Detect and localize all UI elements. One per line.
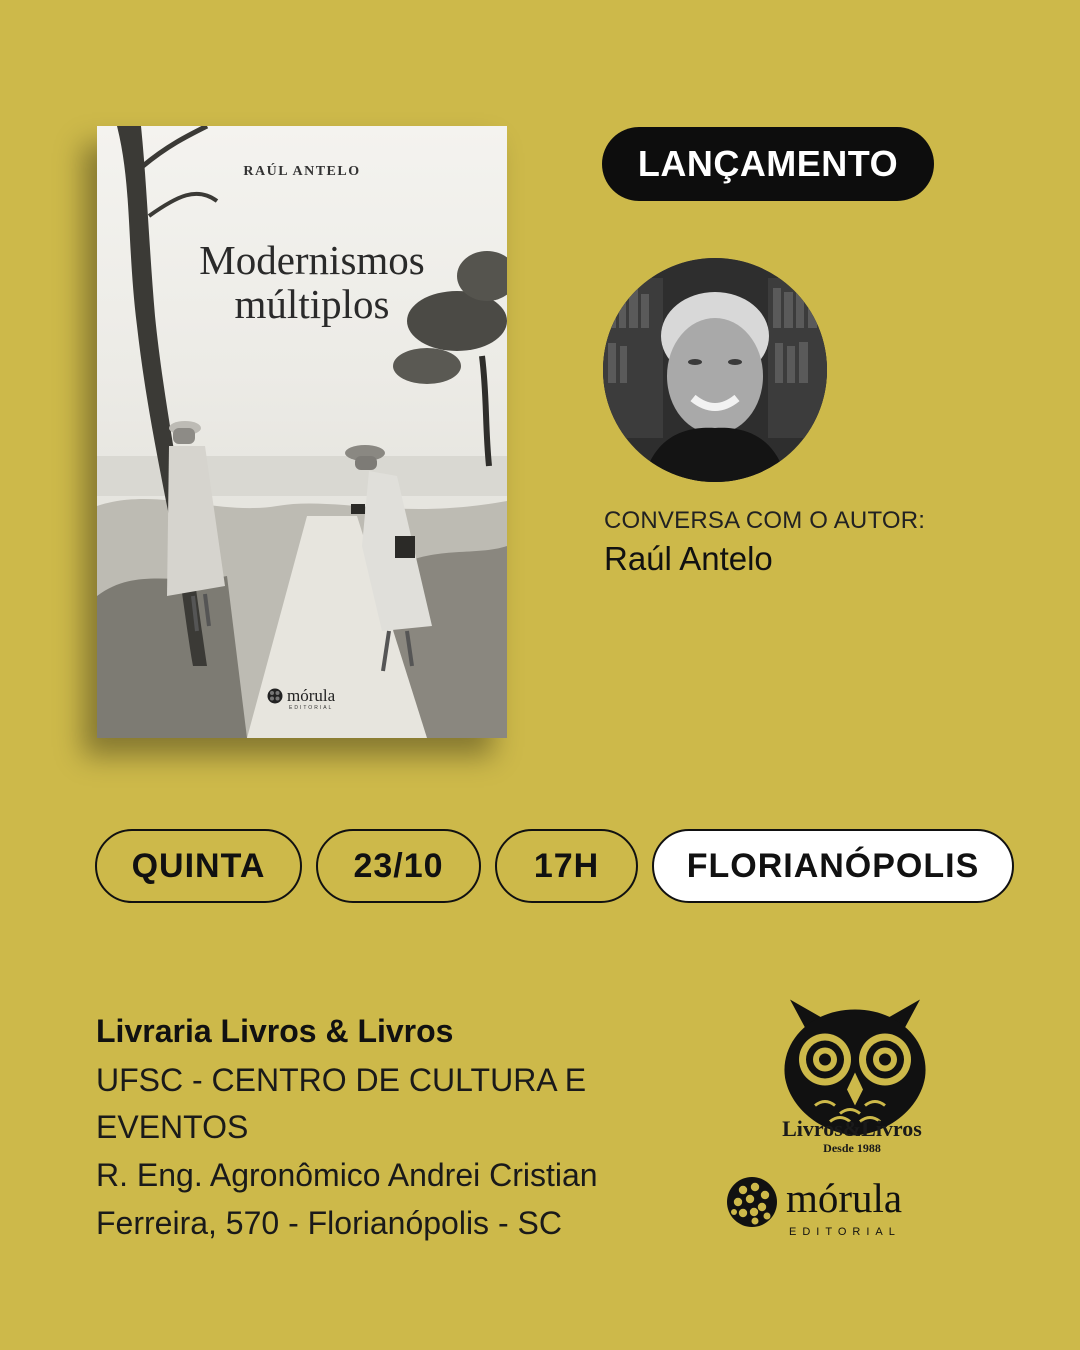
book-cover <box>97 126 507 738</box>
morula-logo-sub: EDITORIAL <box>789 1226 901 1238</box>
morula-logo-icon <box>726 1176 778 1228</box>
book-title-line-1: Modernismos <box>199 237 425 283</box>
event-day-pill: QUINTA <box>95 829 302 903</box>
venue-address-line-3: R. Eng. Agronômico Andrei Cristian <box>96 1157 598 1193</box>
morula-logo-name: mórula <box>786 1175 903 1221</box>
book-publisher-logo <box>267 686 367 716</box>
book-publisher-name: mórula <box>287 686 336 705</box>
book-title <box>117 238 507 326</box>
venue-address-line-1: UFSC - CENTRO DE CULTURA E <box>96 1062 587 1098</box>
bookstore-logo-name: Livros&Livros <box>782 1116 922 1141</box>
event-time-pill: 17H <box>495 829 638 903</box>
book-publisher-sub: EDITORIAL <box>289 705 334 711</box>
author-name: Raúl Antelo <box>604 540 773 577</box>
talk-label: CONVERSA COM O AUTOR: <box>604 507 926 534</box>
book-author: RAÚL ANTELO <box>243 164 361 179</box>
book-title-line-2: múltiplos <box>234 281 390 327</box>
venue-address-line-2: EVENTOS <box>96 1109 249 1145</box>
venue-name: Livraria Livros & Livros <box>96 1013 454 1049</box>
author-portrait-image <box>603 258 827 482</box>
author-photo <box>603 258 827 482</box>
morula-icon <box>267 688 283 704</box>
event-city-pill: FLORIANÓPOLIS <box>652 829 1014 903</box>
bookstore-logo-since: Desde 1988 <box>823 1141 881 1155</box>
event-date-pill: 23/10 <box>316 829 481 903</box>
venue-address-line-4: Ferreira, 570 - Florianópolis - SC <box>96 1205 562 1241</box>
book-cover-photo <box>97 126 507 738</box>
launch-badge: LANÇAMENTO <box>602 127 934 201</box>
